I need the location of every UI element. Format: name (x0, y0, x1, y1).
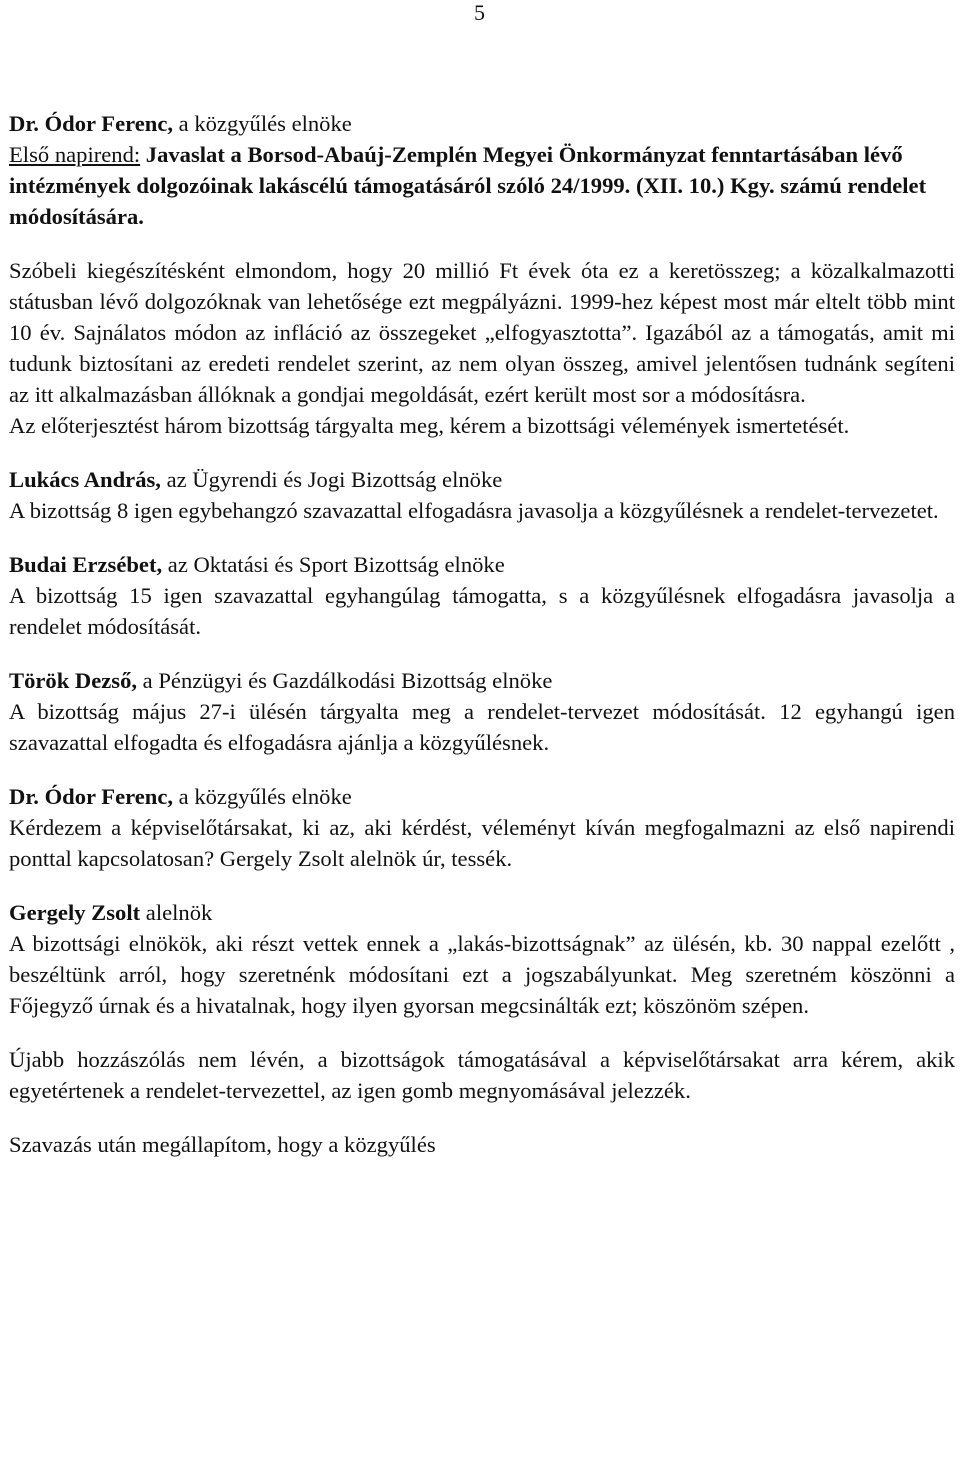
speech-block-odor-1 (9, 108, 955, 441)
paragraph: A bizottság május 27-i ülésén tárgyalta meg a rendelet-tervezet módosítását. 12 egyhangú igen szavazattal elfogadta és elfogadásra ajánlja a közgyűlésnek. (9, 699, 955, 755)
speech-block-gergely (9, 897, 955, 1021)
speaker-role: alelnök (140, 900, 213, 925)
speech-block-budai (9, 549, 955, 642)
speech-block-torok (9, 665, 955, 758)
speaker-name: Dr. Ódor Ferenc, (9, 784, 173, 809)
speaker-role: a közgyűlés elnöke (173, 784, 352, 809)
page-number: 5 (474, 0, 485, 25)
paragraph: A bizottság 15 igen szavazattal egyhangúlag támogatta, s a közgyűlésnek elfogadásra javasolja a rendelet módosítását. (9, 583, 955, 639)
speaker-name: Lukács András, (9, 467, 161, 492)
document-body (9, 108, 955, 1183)
speaker-name: Dr. Ódor Ferenc, (9, 111, 173, 136)
paragraph: Kérdezem a képviselőtársakat, ki az, aki kérdést, véleményt kíván megfogalmazni az első napirendi ponttal kapcsolatosan? Gergely Zsolt alelnök úr, tessék. (9, 815, 955, 871)
speaker-name: Budai Erzsébet, (9, 552, 163, 577)
agenda-label: Első napirend: (9, 142, 141, 167)
speaker-role: a Pénzügyi és Gazdálkodási Bizottság elnöke (137, 668, 553, 693)
speaker-role: az Oktatási és Sport Bizottság elnöke (162, 552, 505, 577)
speaker-role: az Ügyrendi és Jogi Bizottság elnöke (160, 467, 503, 492)
agenda-title: Javaslat a Borsod-Abaúj-Zemplén Megyei Önkormányzat fenntartásában lévő intézmények dolgozóinak lakáscélú támogatásáról szóló 24/1999. (XII. 10.) Kgy. számú rendelet módosítására. (9, 142, 927, 229)
speaker-name: Gergely Zsolt (9, 900, 141, 925)
speaker-role: a közgyűlés elnöke (173, 111, 352, 136)
voting-statement (9, 1129, 955, 1160)
paragraph: Újabb hozzászólás nem lévén, a bizottságok támogatásával a képviselőtársakat arra kérem, akik egyetértenek a rendelet-tervezettel, az igen gomb megnyomásával jelezzék. (9, 1047, 955, 1103)
paragraph: A bizottság 8 igen egybehangzó szavazattal elfogadásra javasolja a közgyűlésnek a rendelet-tervezetet. (9, 498, 939, 523)
speaker-name: Török Dezső, (9, 668, 138, 693)
paragraph: A bizottsági elnökök, aki részt vettek ennek a „lakás-bizottságnak” az ülésén, kb. 30 nappal ezelőtt , beszéltünk arról, hogy szeretnénk módosítani ezt a jogszabályunkat. Meg szeretném köszönni a Főjegyző úrnak és a hivatalnak, hogy ilyen gyorsan megcsinálták ezt; köszönöm szépen. (9, 931, 955, 1018)
speech-block-odor-2 (9, 781, 955, 874)
paragraph: Az előterjesztést három bizottság tárgyalta meg, kérem a bizottsági vélemények ismertetését. (9, 413, 850, 438)
paragraph: Szóbeli kiegészítésként elmondom, hogy 20 millió Ft évek óta ez a keretösszeg; a közalkalmazotti státusban lévő dolgozóknak van lehetősége ezt megpályázni. 1999-hez képest most már eltelt több mint 10 év. Sajnálatos módon az infláció az összegeket „elfogyasztotta”. Igazából az a támogatás, amit mi tudunk biztosítani az eredeti rendelet szerint, az nem olyan összeg, amivel jelentősen tudnánk segíteni az itt alkalmazásban állóknak a gondjai megoldását, ezért került most sor a módosításra. (9, 258, 955, 407)
speech-block-lukacs (9, 464, 955, 526)
closing-paragraph (9, 1044, 955, 1106)
paragraph: Szavazás után megállapítom, hogy a közgyűlés (9, 1132, 436, 1157)
